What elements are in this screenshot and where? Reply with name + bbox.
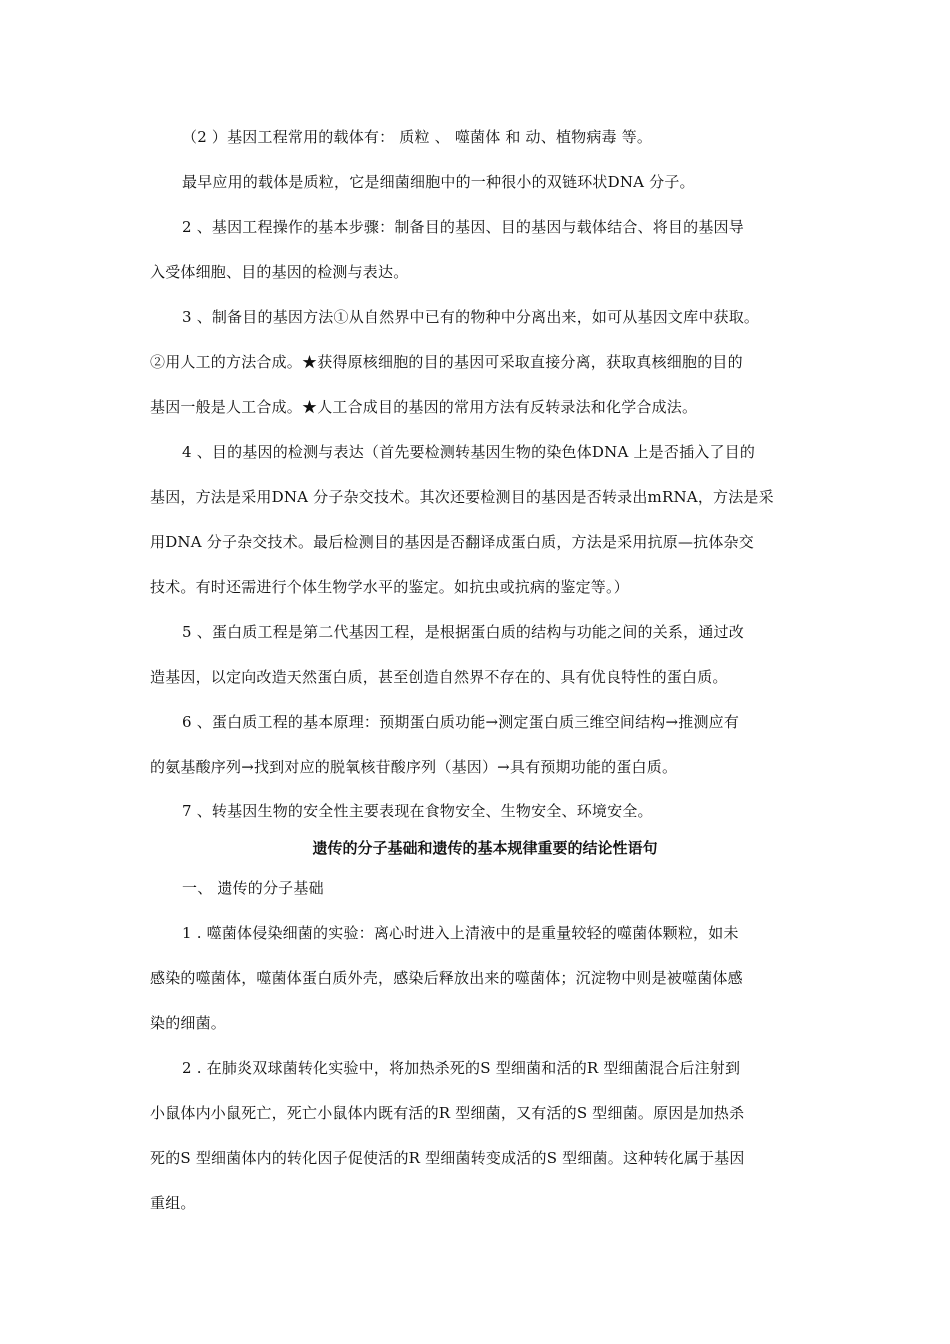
text-line: 造基因，以定向改造天然蛋白质，甚至创造自然界不存在的、具有优良特性的蛋白质。 <box>150 668 728 686</box>
text-line: 入受体细胞、目的基因的检测与表达。 <box>150 263 409 281</box>
text-line: 基因，方法是采用DNA 分子杂交技术。其次还要检测目的基因是否转录出mRNA，方法是采 <box>150 488 774 506</box>
text-line: 基因一般是人工合成。★人工合成目的基因的常用方法有反转录法和化学合成法。 <box>150 398 698 416</box>
text-line: 2 . 在肺炎双球菌转化实验中，将加热杀死的S 型细菌和活的R 型细菌混合后注射到 <box>182 1059 741 1077</box>
section-heading: 遗传的分子基础和遗传的基本规律重要的结论性语句 <box>312 839 658 857</box>
text-line: （2 ）基因工程常用的载体有： 质粒 、 噬菌体 和 动、植物病毒 等。 <box>182 128 653 146</box>
text-line: 1 . 噬菌体侵染细菌的实验：离心时进入上清液中的是重量较轻的噬菌体颗粒，如未 <box>182 924 739 942</box>
text-line: ②用人工的方法合成。★获得原核细胞的目的基因可采取直接分离，获取真核细胞的目的 <box>150 353 743 371</box>
text-line: 5 、蛋白质工程是第二代基因工程，是根据蛋白质的结构与功能之间的关系，通过改 <box>182 623 744 641</box>
text-line: 用DNA 分子杂交技术。最后检测目的基因是否翻译成蛋白质，方法是采用抗原—抗体杂交 <box>150 533 754 551</box>
text-line: 7 、转基因生物的安全性主要表现在食物安全、生物安全、环境安全。 <box>182 802 653 820</box>
section-subheading: 一、 遗传的分子基础 <box>182 879 324 897</box>
text-line: 小鼠体内小鼠死亡，死亡小鼠体内既有活的R 型细菌，又有活的S 型细菌。原因是加热杀 <box>150 1104 745 1122</box>
text-line: 的氨基酸序列→找到对应的脱氧核苷酸序列（基因）→具有预期功能的蛋白质。 <box>150 758 678 776</box>
text-line: 染的细菌。 <box>150 1014 227 1032</box>
text-line: 3 、制备目的基因方法①从自然界中已有的物种中分离出来，如可从基因文库中获取。 <box>182 308 760 326</box>
text-line: 4 、目的基因的检测与表达（首先要检测转基因生物的染色体DNA 上是否插入了目的 <box>182 443 756 461</box>
text-line: 死的S 型细菌体内的转化因子促使活的R 型细菌转变成活的S 型细菌。这种转化属于基因 <box>150 1149 745 1167</box>
text-line: 重组。 <box>150 1194 196 1212</box>
text-line: 最早应用的载体是质粒，它是细菌细胞中的一种很小的双链环状DNA 分子。 <box>182 173 695 191</box>
text-line: 6 、蛋白质工程的基本原理：预期蛋白质功能→测定蛋白质三维空间结构→推测应有 <box>182 713 740 731</box>
text-line: 2 、基因工程操作的基本步骤：制备目的基因、目的基因与载体结合、将目的基因导 <box>182 218 744 236</box>
text-line: 感染的噬菌体，噬菌体蛋白质外壳，感染后释放出来的噬菌体；沉淀物中则是被噬菌体感 <box>150 969 743 987</box>
text-line: 技术。有时还需进行个体生物学水平的鉴定。如抗虫或抗病的鉴定等。） <box>150 578 629 596</box>
